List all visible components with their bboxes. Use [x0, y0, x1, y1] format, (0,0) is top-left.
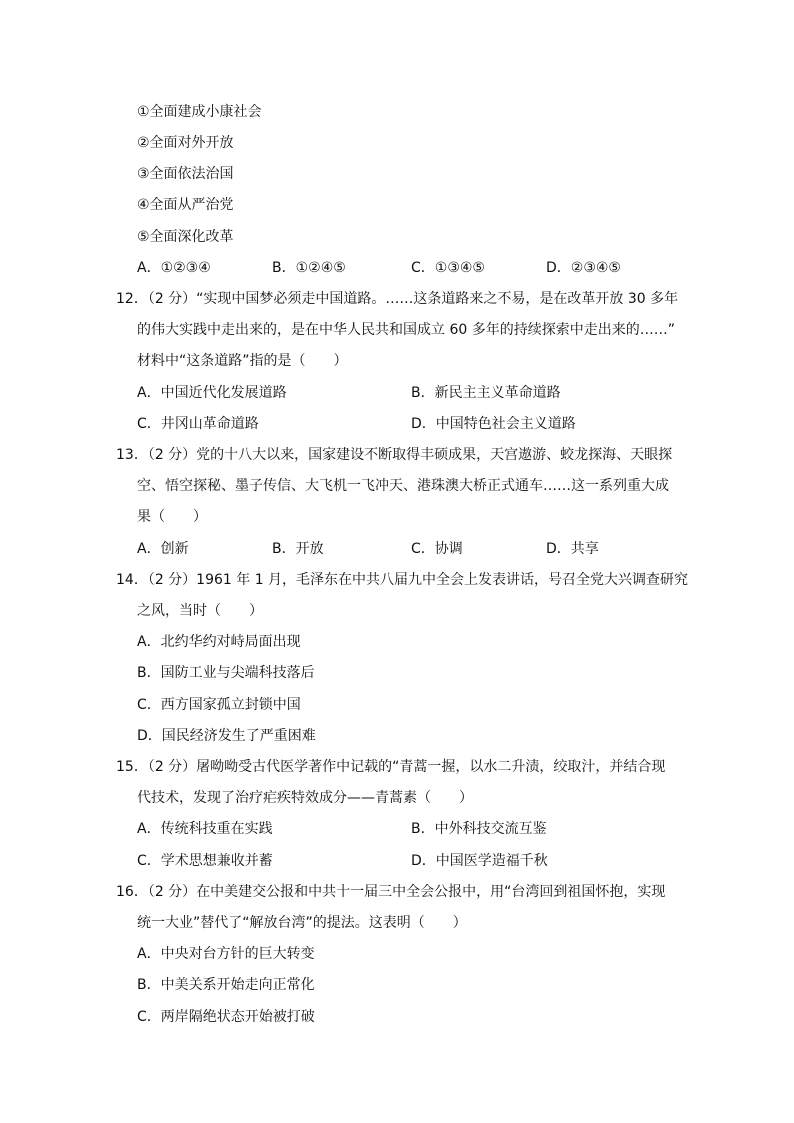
q14-stem-line-1: 14．（2 分）1961 年 1 月，毛泽东在中共八届九中全会上发表讲话，号召全党大兴调查研究	[116, 572, 689, 588]
q15-option-d: D．中国医学造福千秋	[411, 853, 548, 869]
q11-item-2: ②全面对外开放	[137, 135, 234, 151]
q14-option-b: B．国防工业与尖端科技落后	[137, 665, 315, 681]
q16-option-b: B．中美关系开始走向正常化	[137, 977, 315, 993]
q13-option-c: C．协调	[411, 541, 463, 557]
q13-option-d: D．共享	[546, 541, 599, 557]
q15-option-b: B．中外科技交流互鉴	[411, 821, 547, 837]
q12-stem-line-2: 的伟大实践中走出来的，是在中华人民共和国成立 60 多年的持续探索中走出来的……”	[137, 322, 675, 338]
q16-stem-line-1: 16．（2 分）在中美建交公报和中共十一届三中全会公报中，用“台湾回到祖国怀抱，实现	[116, 884, 666, 900]
q16-option-a: A．中央对台方针的巨大转变	[137, 946, 315, 962]
q15-stem-line-1: 15．（2 分）屠呦呦受古代医学著作中记载的“青蒿一握，以水二升渍，绞取汁，并结合现	[116, 759, 666, 775]
q15-stem-line-2: 代技术，发现了治疗疟疾特效成分——青蒿素（ ）	[137, 790, 473, 806]
q16-option-c: C．两岸隔绝状态开始被打破	[137, 1009, 315, 1025]
q11-option-d: D．②③④⑤	[546, 260, 621, 276]
q11-item-4: ④全面从严治党	[137, 197, 234, 213]
q12-option-c: C．井冈山革命道路	[137, 416, 259, 432]
q11-item-1: ①全面建成小康社会	[137, 104, 262, 120]
q12-option-b: B．新民主主义革命道路	[411, 385, 561, 401]
q11-option-b: B．①②④⑤	[272, 260, 346, 276]
q13-option-a: A．创新	[137, 541, 189, 557]
q14-option-a: A．北约华约对峙局面出现	[137, 634, 301, 650]
q14-option-c: C．西方国家孤立封锁中国	[137, 697, 301, 713]
q12-stem-line-3: 材料中“这条道路”指的是（ ）	[137, 353, 348, 369]
q11-option-c: C．①③④⑤	[411, 260, 485, 276]
q12-option-d: D．中国特色社会主义道路	[411, 416, 576, 432]
q13-stem-line-3: 果（ ）	[137, 509, 207, 525]
q12-stem-line-1: 12．（2 分）“实现中国梦必须走中国道路。……这条道路来之不易，是在改革开放 30 多年	[116, 291, 679, 307]
q13-option-b: B．开放	[272, 541, 324, 557]
q14-stem-line-2: 之风，当时（ ）	[137, 603, 263, 619]
q13-stem-line-2: 空、悟空探秘、墨子传信、大飞机一飞冲天、港珠澳大桥正式通车……这一系列重大成	[137, 478, 669, 494]
q13-stem-line-1: 13．（2 分）党的十八大以来，国家建设不断取得丰硕成果，天宫遨游、蛟龙探海、天眼探	[116, 447, 673, 463]
q15-option-c: C．学术思想兼收并蓄	[137, 853, 273, 869]
q16-stem-line-2: 统一大业”替代了“解放台湾”的提法。这表明（ ）	[137, 915, 467, 931]
q11-item-3: ③全面依法治国	[137, 166, 234, 182]
q15-option-a: A．传统科技重在实践	[137, 821, 273, 837]
q14-option-d: D．国民经济发生了严重困难	[137, 728, 316, 744]
q11-option-a: A．①②③④	[137, 260, 211, 276]
q12-option-a: A．中国近代化发展道路	[137, 385, 287, 401]
q11-item-5: ⑤全面深化改革	[137, 229, 234, 245]
